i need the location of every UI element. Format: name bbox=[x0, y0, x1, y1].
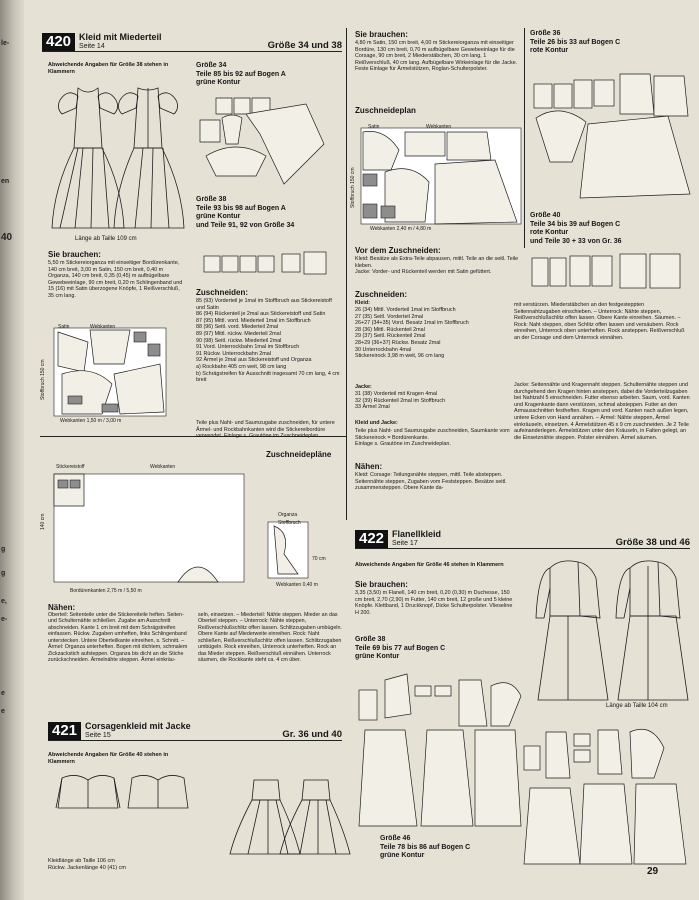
plan-dimension: Bordürenkanten 2,75 m / 5,50 m bbox=[70, 588, 142, 594]
plan-heading: Zuschneideplan bbox=[355, 106, 416, 115]
pattern-number: 420 bbox=[42, 33, 75, 51]
spine-text: g bbox=[1, 570, 6, 577]
plan-label: Stoffbruch 150 cm bbox=[350, 167, 356, 208]
spine-text: e- bbox=[1, 616, 8, 623]
size-46-heading: Größe 46 Teile 78 bis 86 auf Bogen C grüne Kontur bbox=[380, 835, 471, 860]
pattern-pieces-422-38 bbox=[355, 670, 525, 830]
pattern-title: Flanellkleid bbox=[392, 529, 442, 540]
pattern-title: Kleid mit Miederteil bbox=[79, 32, 162, 43]
spine-text: e, bbox=[1, 598, 7, 605]
before-heading: Vor dem Zuschneiden: bbox=[355, 246, 441, 255]
pattern-pieces-38 bbox=[196, 250, 336, 280]
spine-text: g bbox=[1, 546, 6, 553]
column-divider bbox=[346, 28, 347, 520]
before-text: Kleid: Besätze als Extra-Teile abpausen, mittl. Teile an die seitl. Teile kleben. Jacke: Vorder- und Rückenteil werden mit Satin gefüttert. bbox=[355, 256, 519, 276]
needs-text: 3,35 (3,50) m Flanell, 140 cm breit, 0,20 (0,30) m Duchesse, 150 cm breit, 2,70 (2,90) m Futter, 140 cm breit, 12 große und 5 kleine Knöpfe. Klettband, 1 Druckknopf, Dicke Schulterpolster. Vlieseline H 200. bbox=[355, 590, 513, 616]
previous-page-edge bbox=[0, 0, 24, 900]
cut-heading: Zuschneiden: bbox=[355, 290, 408, 299]
cut-text-2: Teile plus Naht- und Saumzugabe zuschneiden, für untere Ärmel- und Rockbahnkanten wird die Stickereibordüre verwendet. Einlage s. Grautöne im Zuschneideplan. bbox=[196, 420, 335, 440]
needs-heading: Sie brauchen: bbox=[355, 580, 408, 589]
size-38-heading: Größe 38 Teile 93 bis 98 auf Bogen A grüne Kontur und Teile 91, 92 von Größe 34 bbox=[196, 196, 295, 229]
spine-text: en bbox=[1, 178, 10, 185]
pattern-page: Seite 17 bbox=[392, 540, 418, 548]
pattern-420-header bbox=[42, 33, 342, 52]
length-label: Länge ab Taille 104 cm bbox=[606, 703, 668, 709]
size-36-heading: Größe 36 Teile 26 bis 33 auf Bogen C rote Kontur bbox=[530, 30, 621, 55]
needs-heading: Sie brauchen: bbox=[48, 250, 101, 259]
pattern-pieces-34 bbox=[196, 94, 336, 190]
cutting-plan-satin bbox=[48, 324, 172, 428]
plan-label: Stoffbruch 150 cm bbox=[40, 359, 46, 400]
plan-label: 140 cm bbox=[40, 513, 46, 530]
pattern-title: Corsagenkleid mit Jacke bbox=[85, 721, 191, 732]
pattern-sizes: Gr. 36 und 40 bbox=[282, 728, 342, 740]
page-number: 29 bbox=[647, 866, 659, 877]
length-label: Kleidlänge ab Taille 106 cm Rückw. Jackenlänge 40 (41) cm bbox=[48, 858, 126, 871]
dress-422-illustration bbox=[530, 552, 690, 702]
pattern-number: 422 bbox=[355, 530, 388, 548]
size-34-heading: Größe 34 Teile 85 bis 92 auf Bogen A grüne Kontur bbox=[196, 62, 286, 87]
cut-subheading: Jacke: bbox=[355, 384, 372, 390]
pattern-number: 421 bbox=[48, 722, 81, 740]
plan-label: Satin bbox=[368, 124, 380, 130]
size-38-heading: Größe 38 Teile 69 bis 77 auf Bogen C grüne Kontur bbox=[355, 636, 446, 661]
sew-heading: Nähen: bbox=[48, 603, 76, 612]
spine-text: le- bbox=[1, 40, 10, 47]
spine-text: e bbox=[1, 690, 5, 697]
pattern-page: Seite 15 bbox=[85, 732, 111, 740]
plan-label: Organza bbox=[278, 512, 298, 518]
plan-label: 70 cm bbox=[312, 556, 326, 562]
right-text: mit verstürzen. Miederstäbchen an den festgesteppten Seitennahtzugaben einschieben. – Unterrock: Nähte steppen, Reißverschlußschlitz offen lassen. Obere Kante einreihen. Säumen. – Rock: Naht steppen, oben Schlitz offen lassen und versäubern. Rock einreihen, Unterrock oben unterheften. Rock ansteppen. Reißverschluß an der Corsage und dem Unterrock einnähen. bbox=[514, 302, 685, 341]
size-40-heading: Größe 40 Teile 34 bis 39 auf Bogen C rote Kontur und Teile 30 + 33 von Gr. 36 bbox=[530, 212, 622, 245]
cut-text-2: 31 (38) Vorderteil mit Kragen 4mal 32 (39) Rückenteil 2mal im Stoffbruch 33 Ärmel 2mal bbox=[355, 391, 446, 411]
needs-text: 4,80 m Satin, 150 cm breit, 4,00 m Stickereiorganza mit einseitiger Bordüre, 130 cm breit, 0,70 m aufbügelbare Gewebeeinlage für die Corsage, 90 cm breit, 2 Miederstäbchen, 30 cm lang, 1 Reißverschluß, 40 cm lang. Aufbügelbare Wirkeinlage für die Jacke. Feste Einlage für Ärmelstützen, Roglan-Schulterpolster. bbox=[355, 40, 518, 73]
dress-421-illustration bbox=[48, 770, 344, 856]
length-label: Länge ab Taille 109 cm bbox=[75, 236, 137, 242]
needs-heading: Sie brauchen: bbox=[355, 30, 408, 39]
sew-text-2: seln, einsetzen. – Miederteil: Nähte steppen. Mieder an das Oberteil steppen. – Unterrock: Nähte steppen, Reißverschlußschlitz offen lassen. Schlitzzugaben umbügeln. Obere Kante auf Miederweite einreihen. Rock: Naht schließen, Reißverschlußschlitz offen lassen. Schlitzzugaben umbügeln. Rock einreihen, Unterrock unterheften. Rock an das Mieder steppen. Reißverschluß einnähen. Unterrock säumen, die Rockkante steht ca. 4 cm über. bbox=[198, 612, 342, 664]
plan-dimension: Webkanten 1,50 m / 3,00 m bbox=[60, 418, 122, 424]
size-note: Abweichende Angaben für Größe 40 stehen in Klammern bbox=[48, 752, 169, 765]
kj-text: Teile plus Naht- und Saumzugabe zuschneiden, Saumkante vom Stickereirock = Bordürenkante. Einlage s. Grautöne im Zuschneideplan. bbox=[355, 428, 510, 448]
pattern-421-header bbox=[48, 722, 342, 741]
cut-text: 26 (34) Mittl. Vorderteil 1mal im Stoffbruch 27 (35) Seitl. Vorderteil 2mal 26+27 (34+35) Vord. Besatz 1mal im Stoffbruch 28 (36) Mittl. Rückenteil 2mal 29 (37) Seitl. Rückenteil 2mal 28+29 (36+37) Rückw. Besatz 2mal 30 Unterrockbahn 4mal Stickereirock 3,98 m weit, 96 cm lang bbox=[355, 307, 469, 360]
right-text-2: Jacke: Seitennähte und Kragennaht steppen. Schulternähte steppen und durchgehend den Kragen hinten ansteppen, dabei die Vorderteilzugaben bei Nahtzahl 5 einschneiden. Futter ebenso arbeiten. Saum, vord. Kanten und Kragenkante dann verstürzen, schmal absteppen. Futter an den Armausschnitten festheften. Kragen und vord. Kanten nach außen legen, untere Ecken von Hand annähen. – Ärmel: Nähte steppen, Ärmel einkräuseln, einsetzen. 4 Ärmelstützen 45 x 9 cm zuschneiden. Je 2 Teile aufeinanderlegen. Ärmelstützen unter den Kräuseln, in Falten gelegt, an die Einsetznähte steppen. Polster einnähen. Ärmel säumen. bbox=[514, 382, 690, 441]
pattern-422-header bbox=[355, 530, 690, 549]
spine-text: 40 bbox=[1, 232, 13, 243]
plan-label: Webkanten bbox=[426, 124, 452, 130]
cut-text: 85 (93) Vorderteil je 1mal im Stoffbruch aus Stickereistoff und Satin 86 (94) Rückenteil je 2mal aus Stickereistoff und Satin 87 (95) Mittl. vord. Miederteil 1mal im Stoffbruch 88 (96) Seitl. vord. Miederteil 2mal 89 (97) Mittl. rückw. Miederteil 2mal 90 (98) Seitl. rückw. Miederteil 2mal 91 Vord. Unterrockbahn 1mal im Stoffbruch 91 Rückw. Unterrockbahn 2mal 92 Ärmel je 2mal aus Stickereistoff und Organza a) Rockbahn 405 cm weit, 98 cm lang b) Schrägstreifen für Ausschnitt insgesamt 70 cm lang, 4 cm breit bbox=[196, 298, 340, 384]
pattern-sizes: Größe 34 und 38 bbox=[267, 39, 342, 51]
cut-subheading: Kleid: bbox=[355, 300, 370, 306]
plans-heading: Zuschneidepläne bbox=[266, 450, 332, 459]
size-note: Abweichende Angaben für Größe 38 stehen in Klammern bbox=[48, 62, 169, 75]
plan-label: Stoffbruch bbox=[278, 520, 301, 526]
pattern-pieces-40 bbox=[530, 252, 695, 292]
size-note: Abweichende Angaben für Größe 46 stehen in Klammern bbox=[355, 562, 504, 568]
kj-heading: Kleid und Jacke: bbox=[355, 420, 398, 426]
plan-dimension: Webkanten 2,40 m / 4,80 m bbox=[370, 226, 432, 232]
plan-label: Satin bbox=[58, 324, 70, 330]
sew-heading: Nähen: bbox=[355, 462, 383, 471]
pattern-sizes: Größe 38 und 46 bbox=[615, 536, 690, 548]
sew-text: Oberteil: Seitenteile unter die Stickereiteile heften. Seiten- und Schulternähte schließen. Zugabe am Ausschnitt abschneiden. Kante 1 cm breit mit dem Schrägstreifen einfassen. Rückw. Zugaben umheften, links Schlingenband unterstecken. Untere Oberteilkante einreihen, s. Schnitt. – Ärmel: Organza unterheften. Bogen mit dichtem, schmalem Zickzackstich aufsteppen. Organza bis dicht an die Stiche zurückschneiden. Ärmelnähte steppen. Ärmel einkräu- bbox=[48, 612, 188, 664]
pattern-page: Seite 14 bbox=[79, 43, 105, 51]
needs-text: 5,50 m Stickereiorganza mit einseitiger Bordürenkante, 140 cm breit, 3,00 m Satin, 150 cm breit, 0,40 m Organza, 140 cm breit, 0,35 (0,45) m aufbügelbare Gewebeeinlage, 90 cm breit, 0,20 m Schlingenband und 15 (16) mit Satin überzogene Knöpfe, 1 Reißverschluß, 35 cm lang. bbox=[48, 260, 183, 299]
cut-heading: Zuschneiden: bbox=[196, 288, 249, 297]
pattern-pieces-422-46 bbox=[520, 718, 692, 868]
sew-text: Kleid: Corsage: Teilungsnähte steppen, mittl. Teile absteppen. Seitennähte steppen, Zugaben vom Feststeppen. Besätze seitl. zusammensteppen. Obere Kante da- bbox=[355, 472, 507, 492]
plan-label: Webkanten bbox=[90, 324, 116, 330]
pattern-pieces-36 bbox=[530, 62, 695, 210]
plan-label: Webkanten bbox=[150, 464, 176, 470]
cutting-plan-organza bbox=[48, 468, 344, 588]
spine-text: e bbox=[1, 708, 5, 715]
plan-dimension: Webkanten 0,40 m bbox=[276, 582, 318, 588]
plan-label: Stickereistoff bbox=[56, 464, 85, 470]
cutting-plan-satin-421 bbox=[355, 120, 525, 232]
dress-420-illustration bbox=[48, 78, 188, 233]
